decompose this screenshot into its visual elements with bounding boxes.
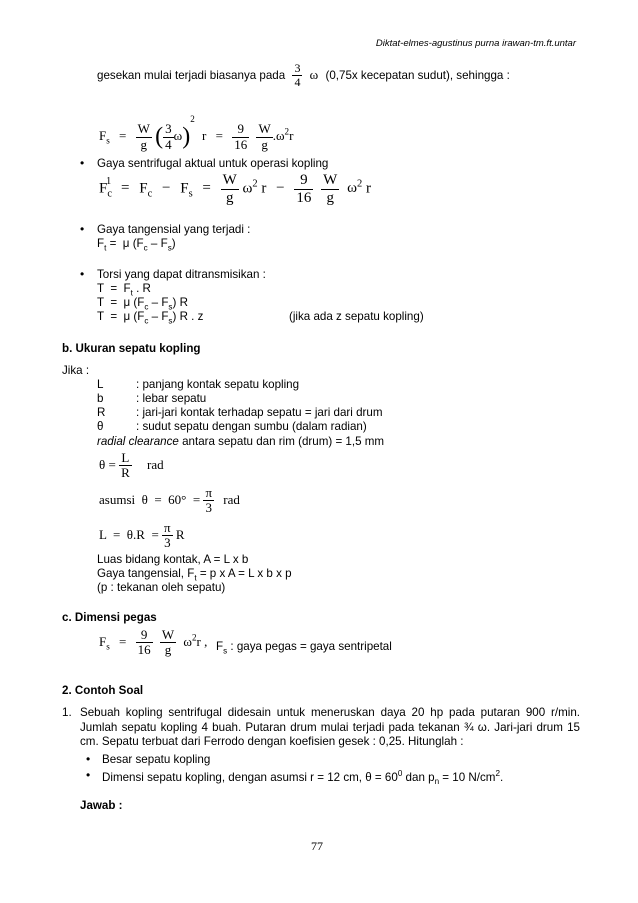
fraction-w-g-2: $\frac{W}{g}$ — [258, 121, 271, 152]
section-2-title: 2. Contoh Soal — [62, 684, 144, 697]
problem-number: 1. — [62, 706, 72, 719]
spring-note: $F_s$ : gaya pegas = gaya sentripetal — [216, 640, 392, 656]
problem-item-1: Besar sepatu kopling — [102, 753, 211, 766]
section-c-title: c. Dimensi pegas — [62, 611, 157, 624]
page-header: Diktat-elmes-agustinus purna irawan-tm.ft.untar — [375, 38, 576, 49]
pressure-note: (p : tekanan oleh sepatu) — [97, 581, 226, 594]
equation-spring: $F_s$ = $\frac{9}{16}$ $\frac{W}{g}$ $\omega^2r$ , — [99, 627, 208, 658]
equation-fc1: $F_c^1 = F_c - F_s$ = $\frac{W}{g}$ $\omega^2$ r − $\frac{9}{16}$ $\frac{W}{g}$ $\omega^2$ r — [99, 172, 371, 206]
fraction-9-16: $\frac{9}{16}$ — [234, 121, 248, 152]
equation-asumsi: asumsi θ = 60° = $\frac{\pi}{3}$ rad — [99, 485, 240, 516]
fraction-w-g-5: $\frac{W}{g}$ — [161, 627, 175, 658]
gaya-tangensial-line: Gaya tangensial, $F_t = p$ x A = L x b x p — [97, 567, 292, 583]
torque-formula-1: $T = F_t$ . R — [97, 282, 151, 298]
fraction-pi-3-2: $\frac{\pi}{3}$ — [164, 520, 171, 551]
bullet-icon: • — [80, 222, 85, 236]
tangential-force-formula: $F_t = \mu$ $(F_c - F_s)$ — [97, 237, 176, 253]
bullet-tangensial-text: Gaya tangensial yang terjadi : — [97, 223, 251, 236]
intro-text-after: (0,75x kecepatan sudut), sehingga : — [325, 68, 510, 82]
jika-label: Jika : — [62, 364, 90, 377]
problem-paragraph: Sebuah kopling sentrifugal didesain untuk meneruskan daya 20 hp pada putaran 900 r/min. Jumlah sepatu kopling 4 buah. Putaran drum mulai terjadi pada tekanan ¾ ω. Jari-jari drum 15 cm. Sepatu terbuat dari Ferrodo dengan koefisien gesek : 0,25. Hitunglah : — [80, 706, 580, 748]
bullet-sentrifugal-text: Gaya sentrifugal aktual untuk operasi kopling — [97, 157, 329, 170]
problem-item-2: Dimensi sepatu kopling, dengan asumsi r = 12 cm, $\theta = 60^0$ dan $p_n = 10$ $N/cm^2$. — [102, 769, 504, 787]
fraction-w-g-3: $\frac{W}{g}$ — [222, 172, 237, 206]
equation-theta: θ = $\frac{L}{R}$ rad — [99, 450, 164, 481]
fraction-9-16-2: $\frac{9}{16}$ — [296, 172, 312, 206]
def-symbol: R — [97, 406, 106, 419]
jawab-label: Jawab : — [80, 799, 123, 812]
page-number: 77 — [311, 839, 323, 853]
omega-symbol: ω — [309, 66, 319, 82]
section-b-title: b. Ukuran sepatu kopling — [62, 342, 201, 355]
intro-text-before: gesekan mulai terjadi biasanya pada — [97, 68, 286, 82]
def-description: : lebar sepatu — [136, 392, 207, 405]
luas-line: Luas bidang kontak, A = L x b — [97, 553, 249, 566]
bullet-icon: • — [86, 752, 91, 766]
fraction-w-g-4: $\frac{W}{g}$ — [323, 172, 338, 206]
def-symbol: b — [97, 392, 104, 405]
torque-formula-2: T = μ $(F_c - F_s)$ R — [97, 296, 188, 312]
def-description: : jari-jari kontak terhadap sepatu = jari dari drum — [136, 406, 383, 419]
bullet-torsi-text: Torsi yang dapat ditransmisikan : — [97, 268, 266, 281]
bullet-icon: • — [80, 156, 85, 170]
intro-fraction: $\frac{3}{4}$ — [294, 61, 301, 90]
def-description: : sudut sepatu dengan sumbu (dalam radian) — [136, 420, 367, 433]
bullet-icon: • — [86, 768, 91, 782]
torque-note: (jika ada z sepatu kopling) — [289, 310, 424, 323]
def-description: : panjang kontak sepatu kopling — [136, 378, 300, 391]
equation-fs: $F_s$ = $\frac{W}{g}$ ( $\frac{3}{4}$ ω)$^2$ r = $\frac{9}{16}$ $\frac{W}{g}$ $.\omega^2r$ — [99, 114, 294, 152]
intro-line — [97, 62, 510, 89]
fraction-l-r: $\frac{L}{R}$ — [121, 450, 130, 481]
torque-formula-3: T = μ $(F_c - F_s)$ R . z — [97, 310, 204, 326]
fraction-3-4: $\frac{3}{4}$ — [165, 121, 172, 152]
fraction-9-16-3: $\frac{9}{16}$ — [137, 627, 151, 658]
def-symbol: L — [97, 378, 104, 391]
radial-clearance-line: radial clearance antara sepatu dan rim (drum) = 1,5 mm — [97, 435, 385, 448]
bullet-icon: • — [80, 267, 85, 281]
fraction-pi-3: $\frac{\pi}{3}$ — [205, 485, 213, 516]
def-symbol: θ — [97, 420, 104, 433]
equation-l: L = θ.R = $\frac{\pi}{3}$ R — [99, 520, 185, 551]
fraction-w-g: $\frac{W}{g}$ — [137, 121, 150, 152]
